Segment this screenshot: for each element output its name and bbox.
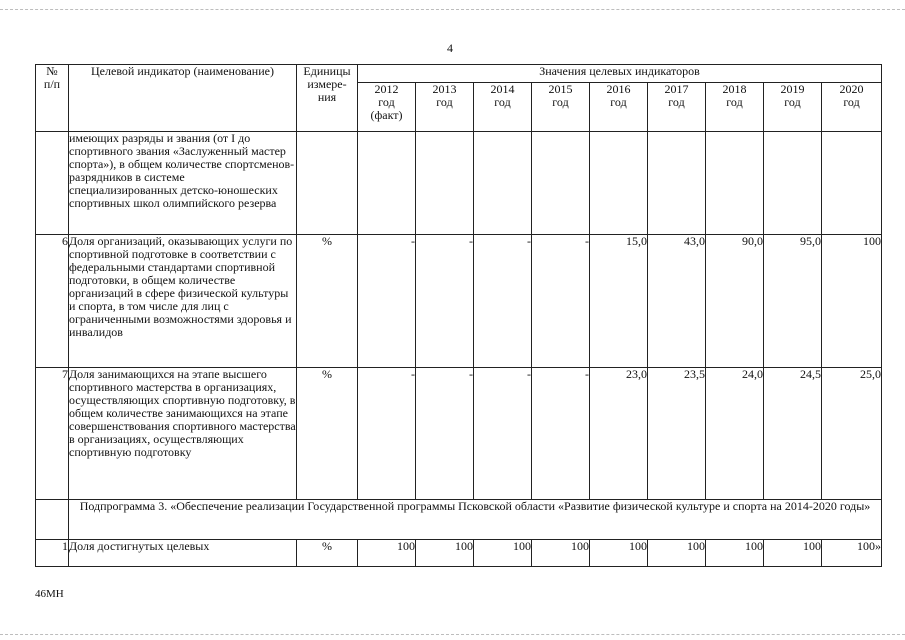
indicator-unit: % xyxy=(297,235,358,368)
indicator-name: Доля достигнутых целевых xyxy=(69,540,297,567)
subprogram-row xyxy=(36,500,882,540)
header-year: 2015 год xyxy=(532,83,590,132)
value-cell xyxy=(590,132,648,235)
value-cell: 23,0 xyxy=(590,368,648,500)
value-cell: 43,0 xyxy=(648,235,706,368)
value-cell: - xyxy=(532,235,590,368)
value-cell: 100 xyxy=(648,540,706,567)
header-year: 2017 год xyxy=(648,83,706,132)
value-cell: 100 xyxy=(532,540,590,567)
scan-border-bottom xyxy=(0,634,905,635)
table-row xyxy=(36,540,882,567)
header-year: 2018 год xyxy=(706,83,764,132)
scan-border-top xyxy=(0,9,905,10)
header-indicator-name: Целевой индикатор (наименование) xyxy=(69,65,297,132)
header-year: 2013 год xyxy=(416,83,474,132)
row-number: 7 xyxy=(36,368,69,500)
row-number xyxy=(36,132,69,235)
subprogram-number-cell xyxy=(36,500,69,540)
value-cell: 23,5 xyxy=(648,368,706,500)
value-cell: 90,0 xyxy=(706,235,764,368)
value-cell: 100 xyxy=(474,540,532,567)
value-cell xyxy=(416,132,474,235)
value-cell: - xyxy=(358,368,416,500)
value-cell: 100» xyxy=(822,540,882,567)
header-year: 2020 год xyxy=(822,83,882,132)
value-cell xyxy=(706,132,764,235)
value-cell xyxy=(822,132,882,235)
value-cell: - xyxy=(532,368,590,500)
value-cell xyxy=(648,132,706,235)
value-cell: - xyxy=(358,235,416,368)
header-year: 2019 год xyxy=(764,83,822,132)
indicator-name: Доля организаций, оказывающих услуги по спортивной подготовке в соответствии с федеральными стандартами спортивной подготовки, в общем количестве организаций в сфере физической культуры и спорта, в том числе для лиц с ограниченными возможностями здоровья и инвалидов xyxy=(69,235,297,368)
indicator-unit: % xyxy=(297,368,358,500)
value-cell: - xyxy=(416,235,474,368)
header-year: 2012 год (факт) xyxy=(358,83,416,132)
value-cell: 100 xyxy=(358,540,416,567)
value-cell: 100 xyxy=(416,540,474,567)
value-cell xyxy=(358,132,416,235)
table-row xyxy=(36,368,882,500)
row-number: 6 xyxy=(36,235,69,368)
value-cell: 24,0 xyxy=(706,368,764,500)
indicator-unit xyxy=(297,132,358,235)
document-code: 46МН xyxy=(35,588,64,600)
value-cell xyxy=(764,132,822,235)
header-number: № п/п xyxy=(36,65,69,132)
header-values-group: Значения целевых индикаторов xyxy=(358,65,882,83)
page-number: 4 xyxy=(447,41,453,55)
value-cell xyxy=(474,132,532,235)
table-row xyxy=(36,235,882,368)
value-cell xyxy=(532,132,590,235)
value-cell: 25,0 xyxy=(822,368,882,500)
row-number: 1 xyxy=(36,540,69,567)
header-unit: Единицы измере- ния xyxy=(297,65,358,132)
indicator-name: имеющих разряды и звания (от I до спортивного звания «Заслуженный мастер спорта»), в общем количестве спортсменов-разрядников в системе специализированных детско-юношеских спортивных школ олимпийского резерва xyxy=(69,132,297,235)
value-cell: 100 xyxy=(706,540,764,567)
table-row xyxy=(36,132,882,235)
value-cell: 100 xyxy=(764,540,822,567)
value-cell: 24,5 xyxy=(764,368,822,500)
value-cell: - xyxy=(474,235,532,368)
value-cell: 95,0 xyxy=(764,235,822,368)
value-cell: - xyxy=(474,368,532,500)
value-cell: 15,0 xyxy=(590,235,648,368)
value-cell: 100 xyxy=(822,235,882,368)
indicator-unit: % xyxy=(297,540,358,567)
header-year: 2016 год xyxy=(590,83,648,132)
value-cell: - xyxy=(416,368,474,500)
subprogram-title: Подпрограмма 3. «Обеспечение реализации Государственной программы Псковской области «Развитие физической культуре и спорта на 2014-2020 годы» xyxy=(69,500,882,540)
indicator-name: Доля занимающихся на этапе высшего спортивного мастерства в организациях, осуществляющих спортивную подготовку, в общем количестве занимающихся на этапе совершенствования спортивного мастерства в организациях, осуществляющих спортивную подготовку xyxy=(69,368,297,500)
value-cell: 100 xyxy=(590,540,648,567)
header-year: 2014 год xyxy=(474,83,532,132)
indicators-table xyxy=(35,64,882,567)
